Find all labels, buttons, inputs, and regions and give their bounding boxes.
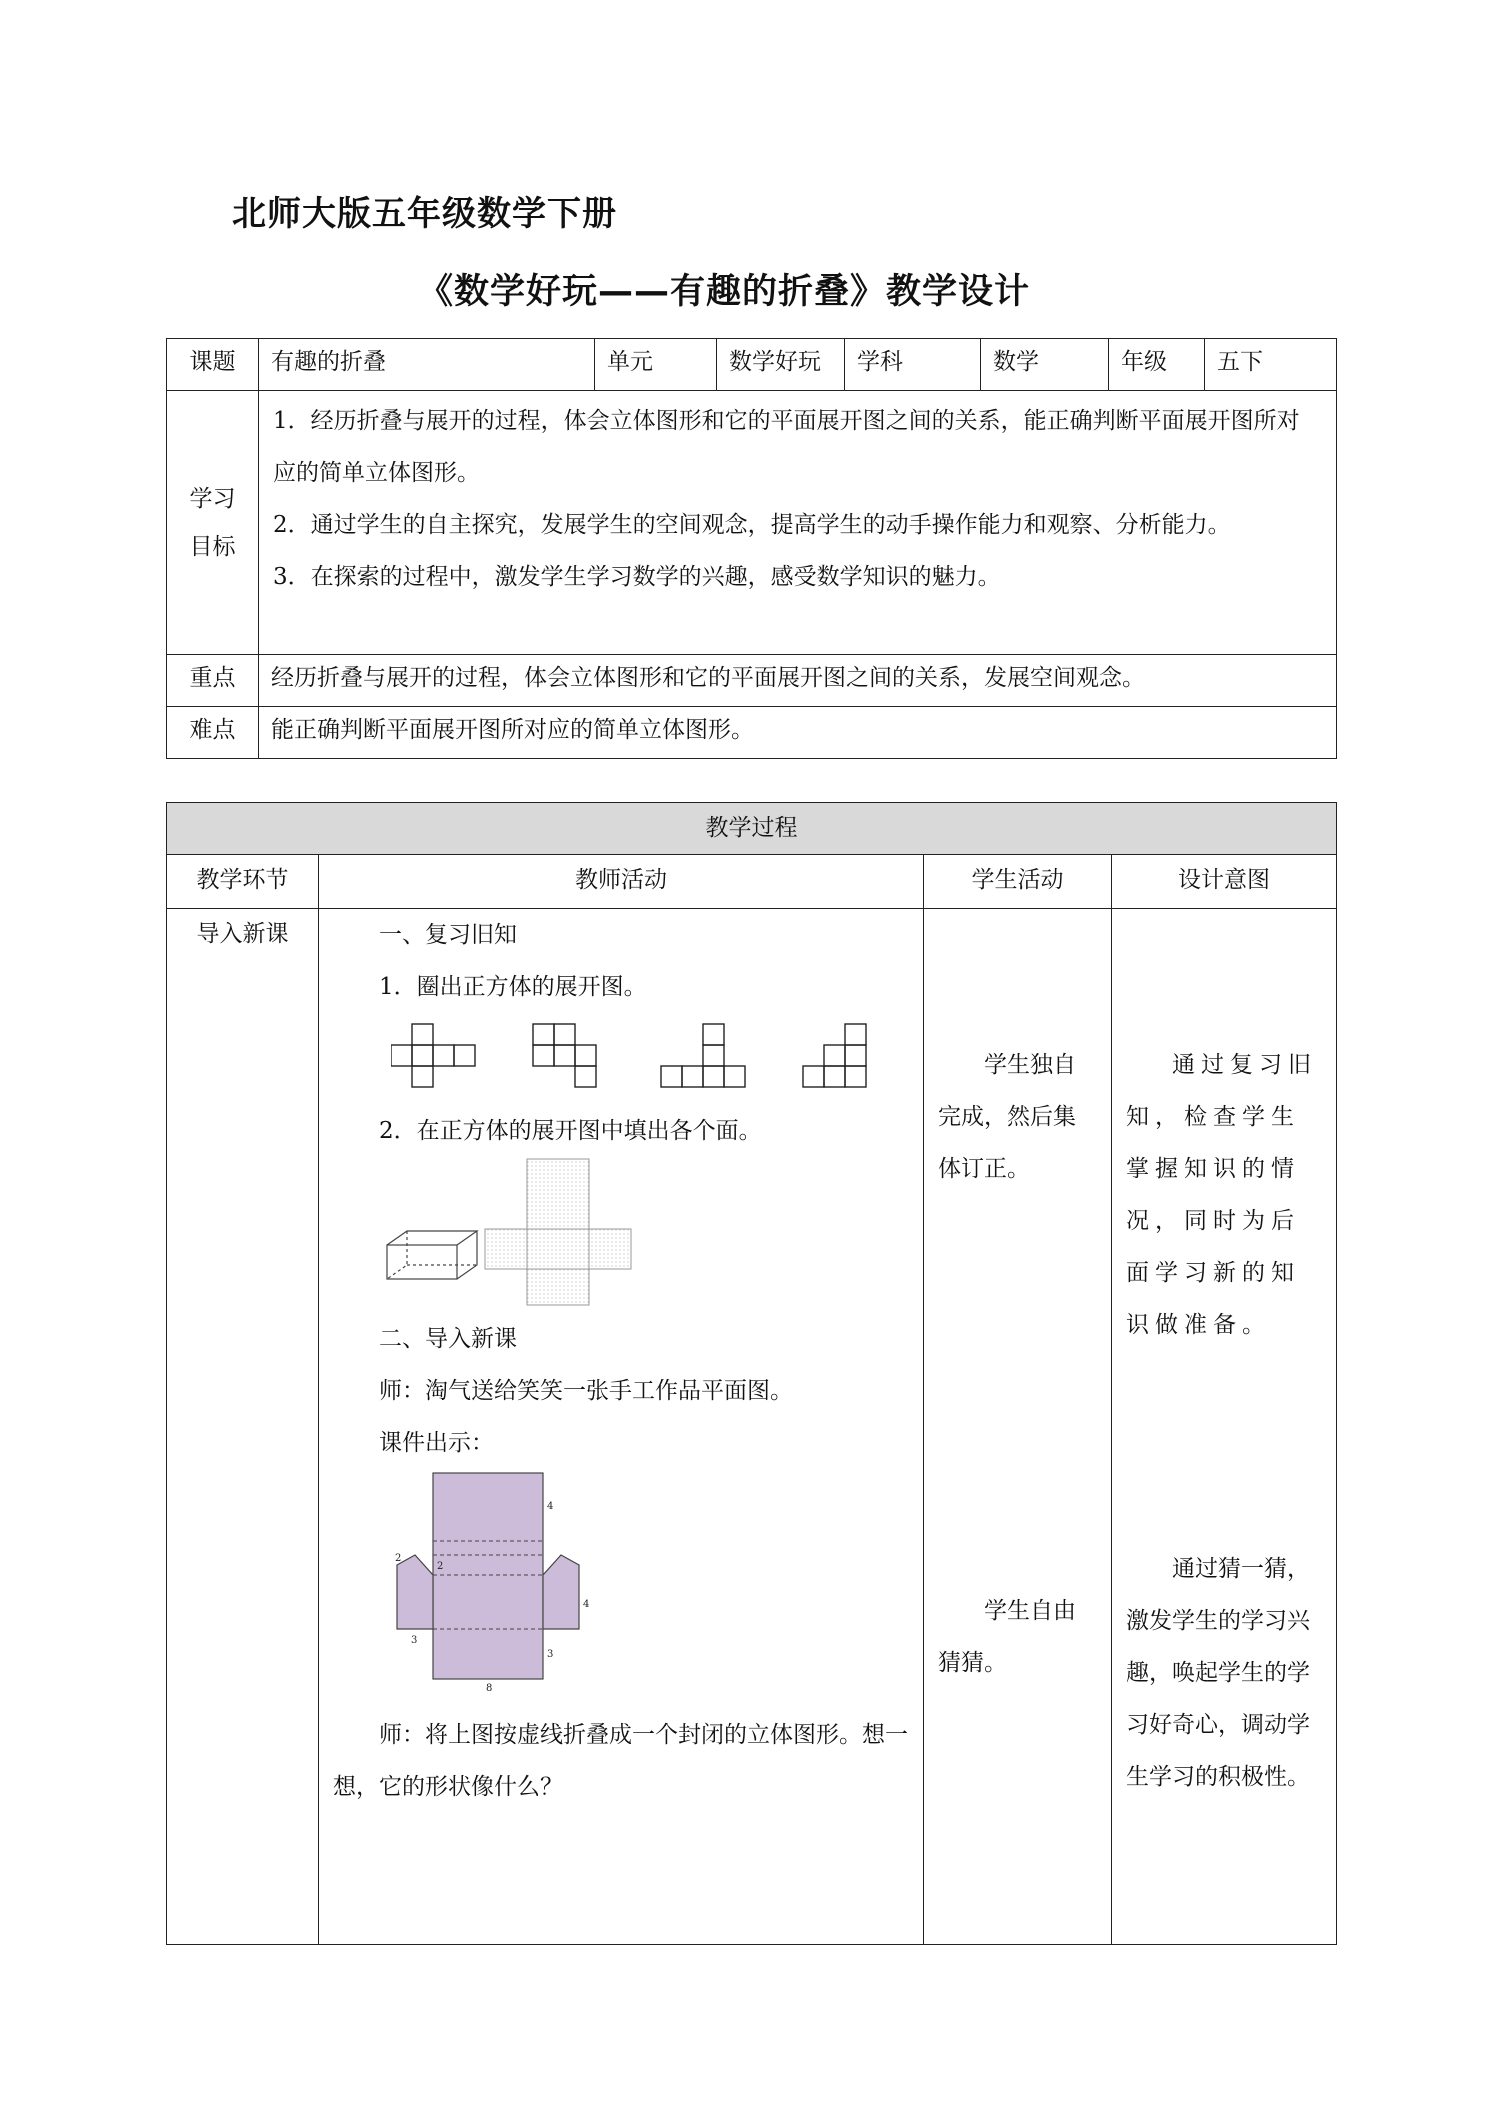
teacher-cell [319, 909, 924, 1945]
question-2: 2．在正方体的展开图中填出各个面。 [379, 1118, 762, 1144]
info-table [166, 338, 1337, 759]
net-label: 4 [547, 1501, 554, 1512]
goals-label [167, 391, 259, 655]
unit-label: 单元 [595, 339, 717, 391]
col-teacher: 教师活动 [319, 855, 924, 909]
key-value: 经历折叠与展开的过程，体会立体图形和它的平面展开图之间的关系，发展空间观念。 [259, 655, 1337, 707]
difficulty-label: 难点 [167, 707, 259, 759]
topic-value: 有趣的折叠 [259, 339, 595, 391]
document-title: 北师大版五年级数学下册 [232, 194, 617, 234]
net-label: 3 [547, 1649, 554, 1660]
goals-label-line1: 学习 [189, 485, 236, 512]
goal-item: 2．通过学生的自主探究，发展学生的空间观念，提高学生的动手操作能力和观察、分析能力。 [273, 512, 1231, 538]
stage-cell: 导入新课 [167, 909, 319, 1945]
key-label: 重点 [167, 655, 259, 707]
teacher-line-3: 师：将上图按虚线折叠成一个封闭的立体图形。想一想，它的形状像什么？ [333, 1722, 908, 1800]
grade-value: 五下 [1205, 339, 1337, 391]
net-label: 8 [486, 1683, 493, 1694]
process-title: 教学过程 [167, 803, 1337, 855]
intent-1: 通过复习旧知，检查学生掌握知识的情况，同时为后面学习新的知识做准备。 [1126, 1052, 1317, 1338]
goal-item: 3．在探索的过程中，激发学生学习数学的兴趣，感受数学知识的魅力。 [273, 564, 1001, 590]
net-label: 4 [583, 1599, 590, 1610]
net-label: 2 [437, 1561, 444, 1572]
cuboid-and-net-figure [383, 1157, 683, 1307]
teacher-line-1: 师：淘气送给笑笑一张手工作品平面图。 [379, 1378, 793, 1404]
subject-label: 学科 [845, 339, 981, 391]
intent-2: 通过猜一猜，激发学生的学习兴趣，唤起学生的学习好奇心，调动学生学习的积极性。 [1126, 1556, 1310, 1790]
col-stage: 教学环节 [167, 855, 319, 909]
document-subtitle: 《数学好玩——有趣的折叠》教学设计 [418, 272, 1031, 312]
cube-nets-figure [391, 1021, 891, 1101]
unit-value: 数学好玩 [717, 339, 845, 391]
col-intent: 设计意图 [1112, 855, 1337, 909]
teacher-line-2: 课件出示： [379, 1430, 494, 1456]
intent-cell [1112, 909, 1337, 1945]
grade-label: 年级 [1109, 339, 1205, 391]
subject-value: 数学 [981, 339, 1109, 391]
question-1: 1．圈出正方体的展开图。 [379, 974, 647, 1000]
net-label: 2 [395, 1553, 402, 1564]
student-cell [924, 909, 1112, 1945]
student-activity-1: 学生独自完成，然后集体订正。 [938, 1052, 1076, 1182]
intro-heading: 二、导入新课 [379, 1326, 517, 1352]
goals-label-line2: 目标 [189, 533, 236, 560]
col-student: 学生活动 [924, 855, 1112, 909]
process-table [166, 802, 1337, 1945]
difficulty-value: 能正确判断平面展开图所对应的简单立体图形。 [259, 707, 1337, 759]
topic-label: 课题 [167, 339, 259, 391]
goal-item: 1．经历折叠与展开的过程，体会立体图形和它的平面展开图之间的关系，能正确判断平面展开图所对应的简单立体图形。 [273, 408, 1300, 486]
student-activity-2: 学生自由猜猜。 [938, 1598, 1076, 1676]
review-heading: 一、复习旧知 [379, 922, 517, 948]
goals-cell [259, 391, 1337, 655]
house-net-figure [393, 1469, 613, 1699]
net-label: 3 [411, 1635, 418, 1646]
